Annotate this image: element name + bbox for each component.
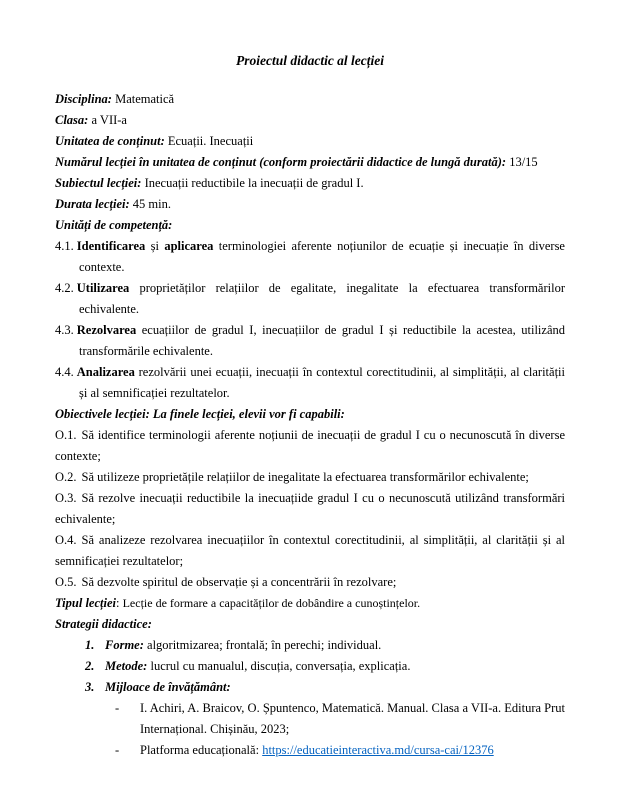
field-durata-label: Durata lecției: xyxy=(55,197,130,211)
competency-keyword: Identificarea xyxy=(76,239,146,253)
objective-text: Să rezolve inecuații reductibile la inecuațiide gradul I cu o necunoscută utilizând transformări echivalente; xyxy=(55,491,565,526)
strategies-header: Strategii didactice: xyxy=(55,617,152,631)
field-durata-value: 45 min. xyxy=(129,197,171,211)
strategy-number: 1. xyxy=(85,638,95,652)
competency-number: 4.2. xyxy=(55,281,74,295)
dash-bullet: - xyxy=(115,701,120,715)
field-disciplina-value: Matematică xyxy=(111,92,175,106)
strategy-item-mijloace xyxy=(85,677,565,698)
field-numarul xyxy=(55,152,565,173)
competency-number: 4.1. xyxy=(55,239,74,253)
competency-keyword: Analizarea xyxy=(76,365,135,379)
field-durata xyxy=(55,194,565,215)
objective-number: O.3. xyxy=(55,491,77,505)
field-unitatea-label: Unitatea de conținut: xyxy=(55,134,165,148)
objective-number: O.1. xyxy=(55,428,77,442)
competency-keyword: Rezolvarea xyxy=(76,323,137,337)
strategy-label: Metode: xyxy=(105,659,148,673)
objective-item-o4 xyxy=(55,530,565,572)
objective-number: O.4. xyxy=(55,533,77,547)
competency-number: 4.4. xyxy=(55,365,74,379)
field-subiectul-value: Inecuații reductibile la inecuații de gradul I. xyxy=(141,176,364,190)
field-numarul-label: Numărul lecției în unitatea de conținut (conform proiectării didactice de lungă durată): xyxy=(55,155,507,169)
competencies-header-label: Unități de competență: xyxy=(55,218,173,232)
strategy-item-metode xyxy=(85,656,565,677)
field-disciplina xyxy=(55,89,565,110)
field-clasa-value: a VII-a xyxy=(88,113,127,127)
resource-item-platform xyxy=(115,740,565,761)
competency-text: rezolvării unei ecuații, inecuații în contextul corectitudinii, al simplității, al clarității și al semnificației rezultatelor. xyxy=(79,365,565,400)
objective-item-o2 xyxy=(55,467,565,488)
lesson-type-value: Lecție de formare a capacităților de dobândire a cunoștințelor. xyxy=(122,596,421,610)
field-unitatea xyxy=(55,131,565,152)
lesson-type-label: Tipul lecției xyxy=(55,596,116,610)
field-subiectul-label: Subiectul lecției: xyxy=(55,176,142,190)
objective-number: O.2. xyxy=(55,470,77,484)
field-numarul-value: 13/15 xyxy=(506,155,538,169)
competency-item-4-1: 4.1. Identificarea și aplicarea terminologiei aferente noțiunilor de ecuație și inecuație în diverse contexte. xyxy=(55,239,565,274)
strategy-label: Forme: xyxy=(105,638,144,652)
objective-text: Să analizeze rezolvarea inecuațiilor în contextul corectitudinii, al simplității, al clarității și al semnificației rezultatelor; xyxy=(55,533,565,568)
lesson-type: Tipul lecției: Lecție de formare a capacităților de dobândire a cunoștințelor. xyxy=(55,596,421,610)
platform-link[interactable]: https://educatieinteractiva.md/cursa-cai/12376 xyxy=(262,743,494,757)
competency-text: proprietăților relațiilor de egalitate, inegalitate la efectuarea transformărilor echivalente. xyxy=(79,281,565,316)
resource-text: I. Achiri, A. Braicov, O. Șpuntenco, Matematică. Manual. Clasa a VII-a. Editura Prut Internațional. Chișinău, 2023; xyxy=(140,701,565,736)
competency-number: 4.3. xyxy=(55,323,74,337)
competency-keyword: Utilizarea xyxy=(76,281,130,295)
competency-item-4-2 xyxy=(55,278,565,320)
field-disciplina-label: Disciplina: xyxy=(55,92,112,106)
objective-text: Să dezvolte spiritul de observație și a concentrării în rezolvare; xyxy=(81,575,397,589)
strategy-value: algoritmizarea; frontală; în perechi; individual. xyxy=(143,638,382,652)
strategy-number: 2. xyxy=(85,659,95,673)
resource-item-manual xyxy=(115,698,565,740)
document-title: Proiectul didactic al lecției xyxy=(235,53,385,68)
objective-text: Să utilizeze proprietățile relațiilor de inegalitate la efectuarea transformărilor echivalente; xyxy=(81,470,529,484)
objective-number: O.5. xyxy=(55,575,77,589)
competencies-header xyxy=(55,215,565,236)
competency-item-4-4 xyxy=(55,362,565,404)
field-subiectul xyxy=(55,173,565,194)
competency-item-4-3 xyxy=(55,320,565,362)
competency-text: terminologiei aferente noțiunilor de ecuație și inecuație în diverse contexte. xyxy=(79,239,565,274)
dash-bullet: - xyxy=(115,743,120,757)
objective-item-o3 xyxy=(55,488,565,530)
objective-item-o5 xyxy=(55,572,565,593)
objectives-header: Obiectivele lecției: La finele lecției, elevii vor fi capabili: xyxy=(55,407,345,421)
strategy-value: lucrul cu manualul, discuția, conversația, explicația. xyxy=(147,659,411,673)
strategy-item-forme xyxy=(85,635,565,656)
field-clasa-label: Clasa: xyxy=(55,113,89,127)
competency-text: ecuațiilor de gradul I, inecuațiilor de gradul I și reductibile la acestea, utilizând transformările echivalente. xyxy=(79,323,565,358)
competency-keyword: aplicarea xyxy=(164,239,214,253)
strategy-number: 3. xyxy=(85,680,95,694)
objective-text: Să identifice terminologii aferente noțiunii de inecuații de gradul I cu o necunoscută în diverse contexte; xyxy=(55,428,565,463)
strategy-label: Mijloace de învățământ: xyxy=(105,680,231,694)
objective-item-o1 xyxy=(55,425,565,467)
resource-text: Platforma educațională: xyxy=(140,743,263,757)
field-unitatea-value: Ecuații. Inecuații xyxy=(164,134,254,148)
field-clasa xyxy=(55,110,565,131)
